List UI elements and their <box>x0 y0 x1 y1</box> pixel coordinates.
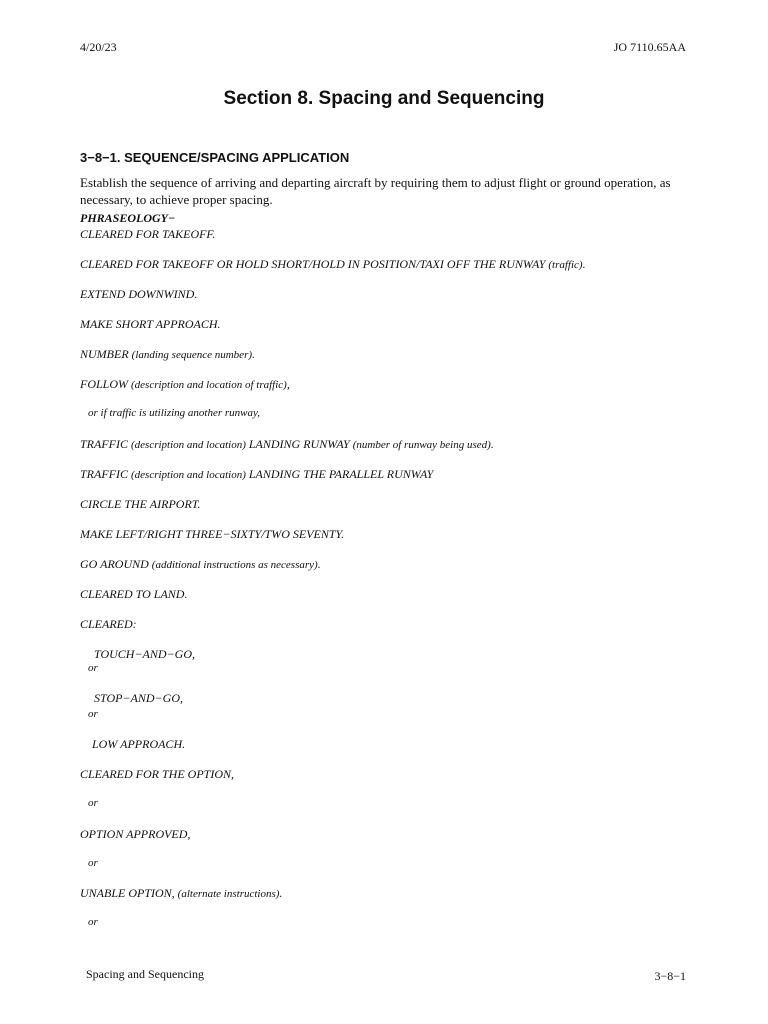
phrase-extend-downwind: EXTEND DOWNWIND. <box>80 287 198 301</box>
phrase-variable: (description and location of traffic) <box>131 379 287 391</box>
phrase-cleared: CLEARED: <box>80 617 137 631</box>
phrase-takeoff-or-hold <box>80 257 586 272</box>
phrase-touch-and-go: TOUCH−AND−GO, <box>94 647 195 661</box>
phrase-go-around <box>80 557 321 572</box>
section-title: Section 8. Spacing and Sequencing <box>223 88 545 109</box>
phrase-unable-option <box>80 886 282 901</box>
phrase-cleared-for-takeoff: CLEARED FOR TAKEOFF. <box>80 227 216 241</box>
phrase-text: . <box>317 557 321 571</box>
or-connector: or <box>88 708 98 720</box>
phrase-number <box>80 347 255 362</box>
phrase-stop-and-go: STOP−AND−GO, <box>94 691 183 705</box>
phrase-text: UNABLE OPTION, <box>80 886 178 900</box>
phrase-follow <box>80 377 290 392</box>
phrase-text: FOLLOW <box>80 377 132 391</box>
phrase-text: , <box>286 377 290 391</box>
phrase-text: . <box>582 257 586 271</box>
phrase-text: TRAFFIC <box>80 467 131 481</box>
phrase-variable: (additional instructions as necessary) <box>151 559 318 571</box>
phrase-variable: (description and location) <box>131 439 246 451</box>
phrase-low-approach: LOW APPROACH. <box>92 737 186 751</box>
phrase-cleared-for-option: CLEARED FOR THE OPTION, <box>80 767 234 781</box>
phrase-cleared-to-land: CLEARED TO LAND. <box>80 587 188 601</box>
phrase-variable: (description and location) <box>131 469 246 481</box>
phrase-traffic-landing-runway <box>80 437 494 452</box>
phrase-option-approved: OPTION APPROVED, <box>80 827 191 841</box>
phrase-text: TRAFFIC <box>80 437 131 451</box>
paragraph-text: Establish the sequence of arriving and departing aircraft by requiring them to adjust flight or ground operation, as necessary, to achieve proper spacing. <box>80 175 671 207</box>
phrase-variable: (landing sequence number) <box>131 349 253 361</box>
phrase-traffic-parallel-runway <box>80 467 433 482</box>
or-connector: or <box>88 797 98 809</box>
phrase-text: . <box>279 886 283 900</box>
phrase-variable: (traffic) <box>548 259 583 271</box>
header-order-number: JO 7110.65AA <box>613 40 686 54</box>
or-connector: or <box>88 857 98 869</box>
phrase-text: LANDING THE PARALLEL RUNWAY <box>245 467 434 481</box>
phraseology-label: PHRASEOLOGY− <box>80 211 176 225</box>
phrase-short-approach: MAKE SHORT APPROACH. <box>80 317 221 331</box>
phrase-variable: (alternate instructions) <box>177 888 280 900</box>
phrase-text: NUMBER <box>80 347 132 361</box>
phrase-text: . <box>490 437 494 451</box>
phrase-text: LANDING RUNWAY <box>245 437 353 451</box>
header-date: 4/20/23 <box>80 40 117 54</box>
phrase-text: CLEARED FOR TAKEOFF OR HOLD SHORT/HOLD IN POSITION/TAXI OFF THE RUNWAY <box>80 257 549 271</box>
footer-page-number: 3−8−1 <box>654 969 686 983</box>
phrase-circle-airport: CIRCLE THE AIRPORT. <box>80 497 201 511</box>
phrase-variable: (number of runway being used) <box>352 439 491 451</box>
phrase-text: . <box>252 347 256 361</box>
phrase-note-another-runway: or if traffic is utilizing another runway, <box>88 407 261 419</box>
phrase-text: GO AROUND <box>80 557 152 571</box>
phrase-three-sixty: MAKE LEFT/RIGHT THREE−SIXTY/TWO SEVENTY. <box>80 527 345 541</box>
or-connector: or <box>88 916 98 928</box>
paragraph-heading: 3−8−1. SEQUENCE/SPACING APPLICATION <box>80 150 350 165</box>
footer-title: Spacing and Sequencing <box>86 967 204 981</box>
or-connector: or <box>88 662 98 674</box>
